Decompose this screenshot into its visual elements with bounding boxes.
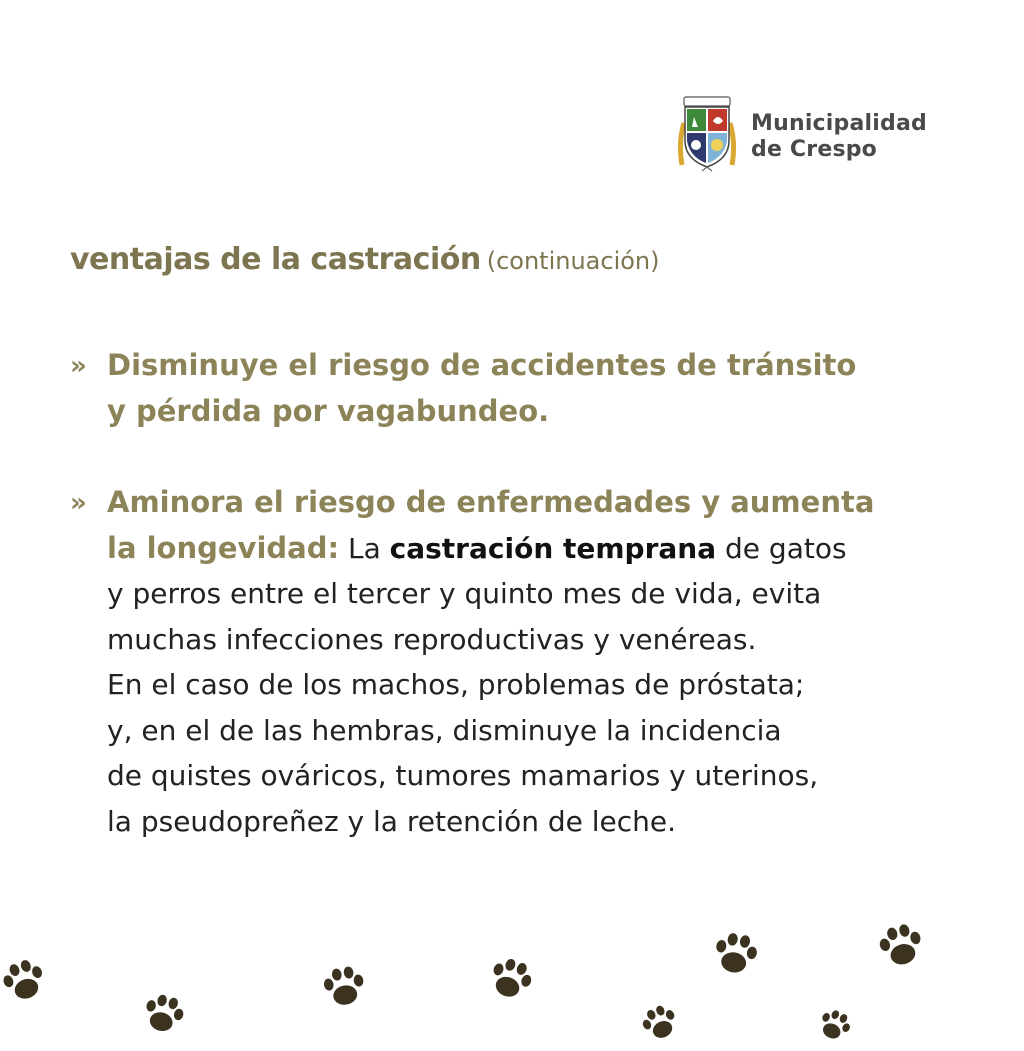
bullet-marker: » — [70, 488, 87, 518]
paw-print-icon — [135, 987, 191, 1043]
municipality-name — [751, 111, 927, 163]
body-line: y perros entre el tercer y quinto mes de vida, evita — [107, 577, 822, 610]
body-text: La — [339, 531, 390, 565]
paw-print-icon — [316, 960, 372, 1016]
bullet-lead-line: y pérdida por vagabundeo. — [107, 393, 550, 428]
body-text: de gatos — [716, 531, 847, 565]
paw-prints-decoration — [0, 900, 1024, 1024]
bullet-text — [107, 480, 967, 844]
paw-print-icon — [870, 916, 931, 977]
bullet-lead-line: Aminora el riesgo de enfermedades y aumenta — [107, 485, 875, 519]
bullet-lead-line: la longevidad: — [107, 530, 340, 565]
paw-print-icon — [633, 997, 686, 1050]
page-heading — [70, 242, 660, 277]
paw-print-icon — [706, 926, 764, 984]
body-line: muchas infecciones reproductivas y venéreas. — [107, 622, 757, 656]
body-line: la pseudopreñez y la retención de leche. — [107, 804, 677, 838]
municipality-name-line1: Municipalidad — [751, 111, 927, 136]
municipality-logo — [676, 93, 936, 177]
heading-title: ventajas de la castración — [70, 242, 481, 277]
body-line: y, en el de las hembras, disminuye la incidencia — [107, 713, 782, 747]
bullet-lead-line: Disminuye el riesgo de accidentes de tránsito — [107, 348, 857, 382]
paw-print-icon — [810, 1002, 858, 1050]
paw-print-icon — [479, 949, 541, 1011]
heading-subtitle: (continuación) — [486, 247, 660, 275]
body-line: de quistes ováricos, tumores mamarios y uterinos, — [107, 759, 819, 792]
municipality-name-line2: de Crespo — [751, 137, 878, 162]
body-line: En el caso de los machos, problemas de próstata; — [107, 668, 805, 701]
coat-of-arms-icon — [676, 93, 738, 177]
bullet-text — [107, 343, 967, 434]
bullet-marker: » — [70, 351, 87, 381]
paw-print-icon — [0, 951, 55, 1013]
emphasis-text: castración temprana — [389, 531, 717, 565]
